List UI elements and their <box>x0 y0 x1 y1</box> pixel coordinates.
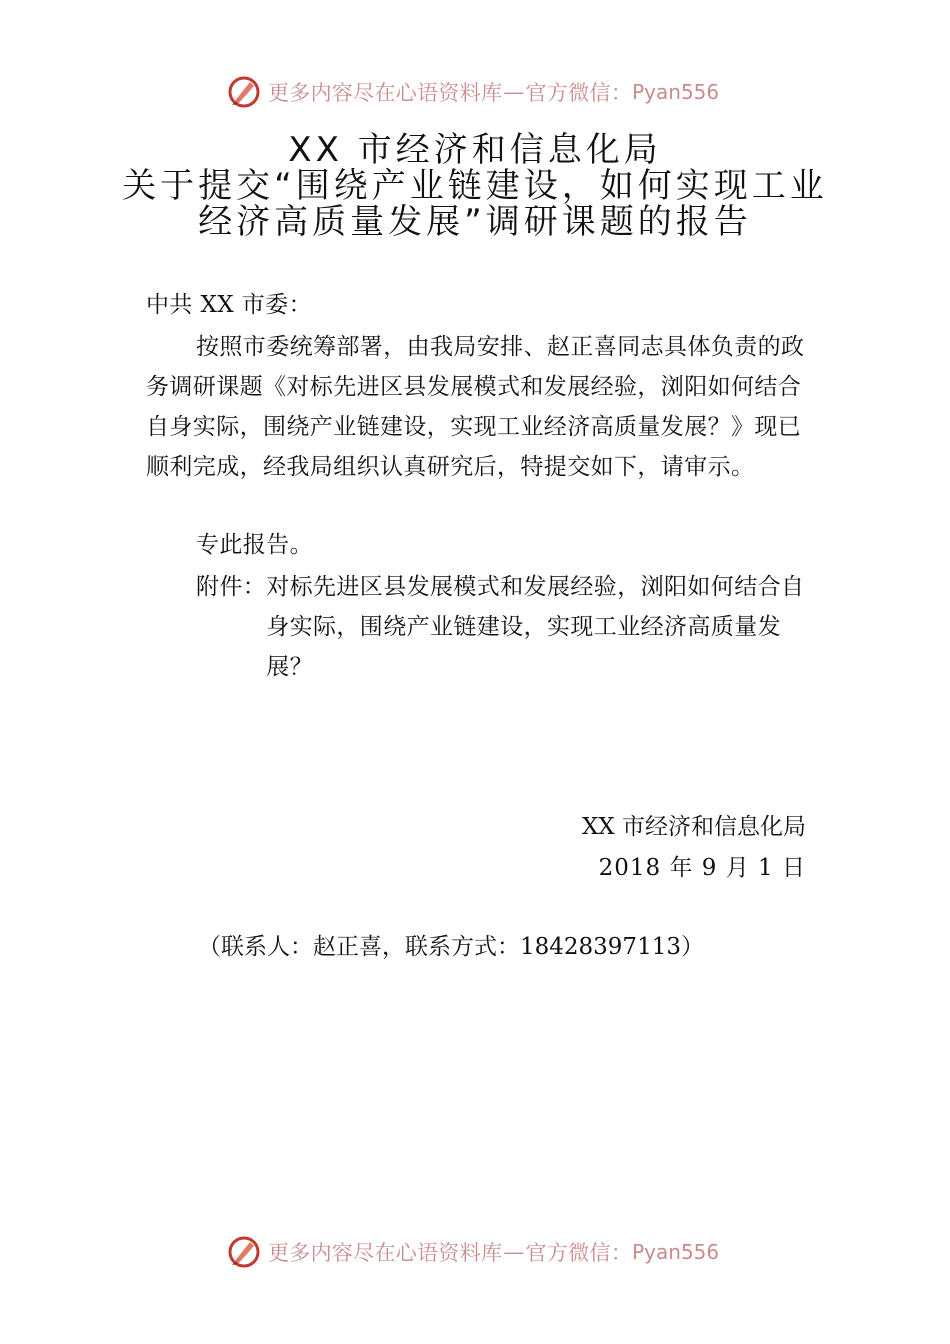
attachment-label: 附件： <box>196 574 267 600</box>
closing-line: 专此报告。 <box>196 532 313 558</box>
body-paragraph: 按照市委统筹部署，由我局安排、赵正喜同志具体负责的政务调研课题《对标先进区县发展模式和发展经验，浏阳如何结合自身实际，围绕产业链建设，实现工业经济高质量发展？》现已顺利完成，经我局组织认真研究后，特提交如下，请审示。 <box>146 334 805 480</box>
watermark-separator: — <box>503 1240 525 1264</box>
footer-watermark <box>226 1234 719 1270</box>
signature-organization: XX 市经济和信息化局 <box>581 814 806 840</box>
title-line-3: 经济高质量发展”调研课题的报告 <box>198 202 752 242</box>
title-line-1: XX 市经济和信息化局 <box>288 130 662 170</box>
watermark-site-text: 更多内容尽在心语资料库 <box>268 1241 503 1265</box>
salutation: 中共 XX 市委： <box>146 292 312 318</box>
attachment-text: 对标先进区县发展模式和发展经验，浏阳如何结合自身实际，围绕产业链建设，实现工业经济高质量发展？ <box>266 574 805 680</box>
contact-info: （联系人：赵正喜，联系方式：18428397113） <box>198 934 704 960</box>
title-line-2: 关于提交“围绕产业链建设，如何实现工业 <box>122 166 828 206</box>
document-title <box>100 132 850 240</box>
watermark-wechat-label: 官方微信： <box>525 81 633 105</box>
watermark-wechat-id: Pyan556 <box>632 80 720 104</box>
watermark-wechat-id: Pyan556 <box>632 1240 720 1264</box>
watermark-wechat-label: 官方微信： <box>525 1241 633 1265</box>
watermark-separator: — <box>503 80 525 104</box>
watermark-site-text: 更多内容尽在心语资料库 <box>268 81 503 105</box>
pen-circle-logo-icon <box>226 1234 262 1270</box>
attachment <box>196 567 806 687</box>
header-watermark <box>226 74 719 110</box>
pen-circle-logo-icon <box>226 74 262 110</box>
signature-date: 2018 年 9 月 1 日 <box>598 855 806 881</box>
